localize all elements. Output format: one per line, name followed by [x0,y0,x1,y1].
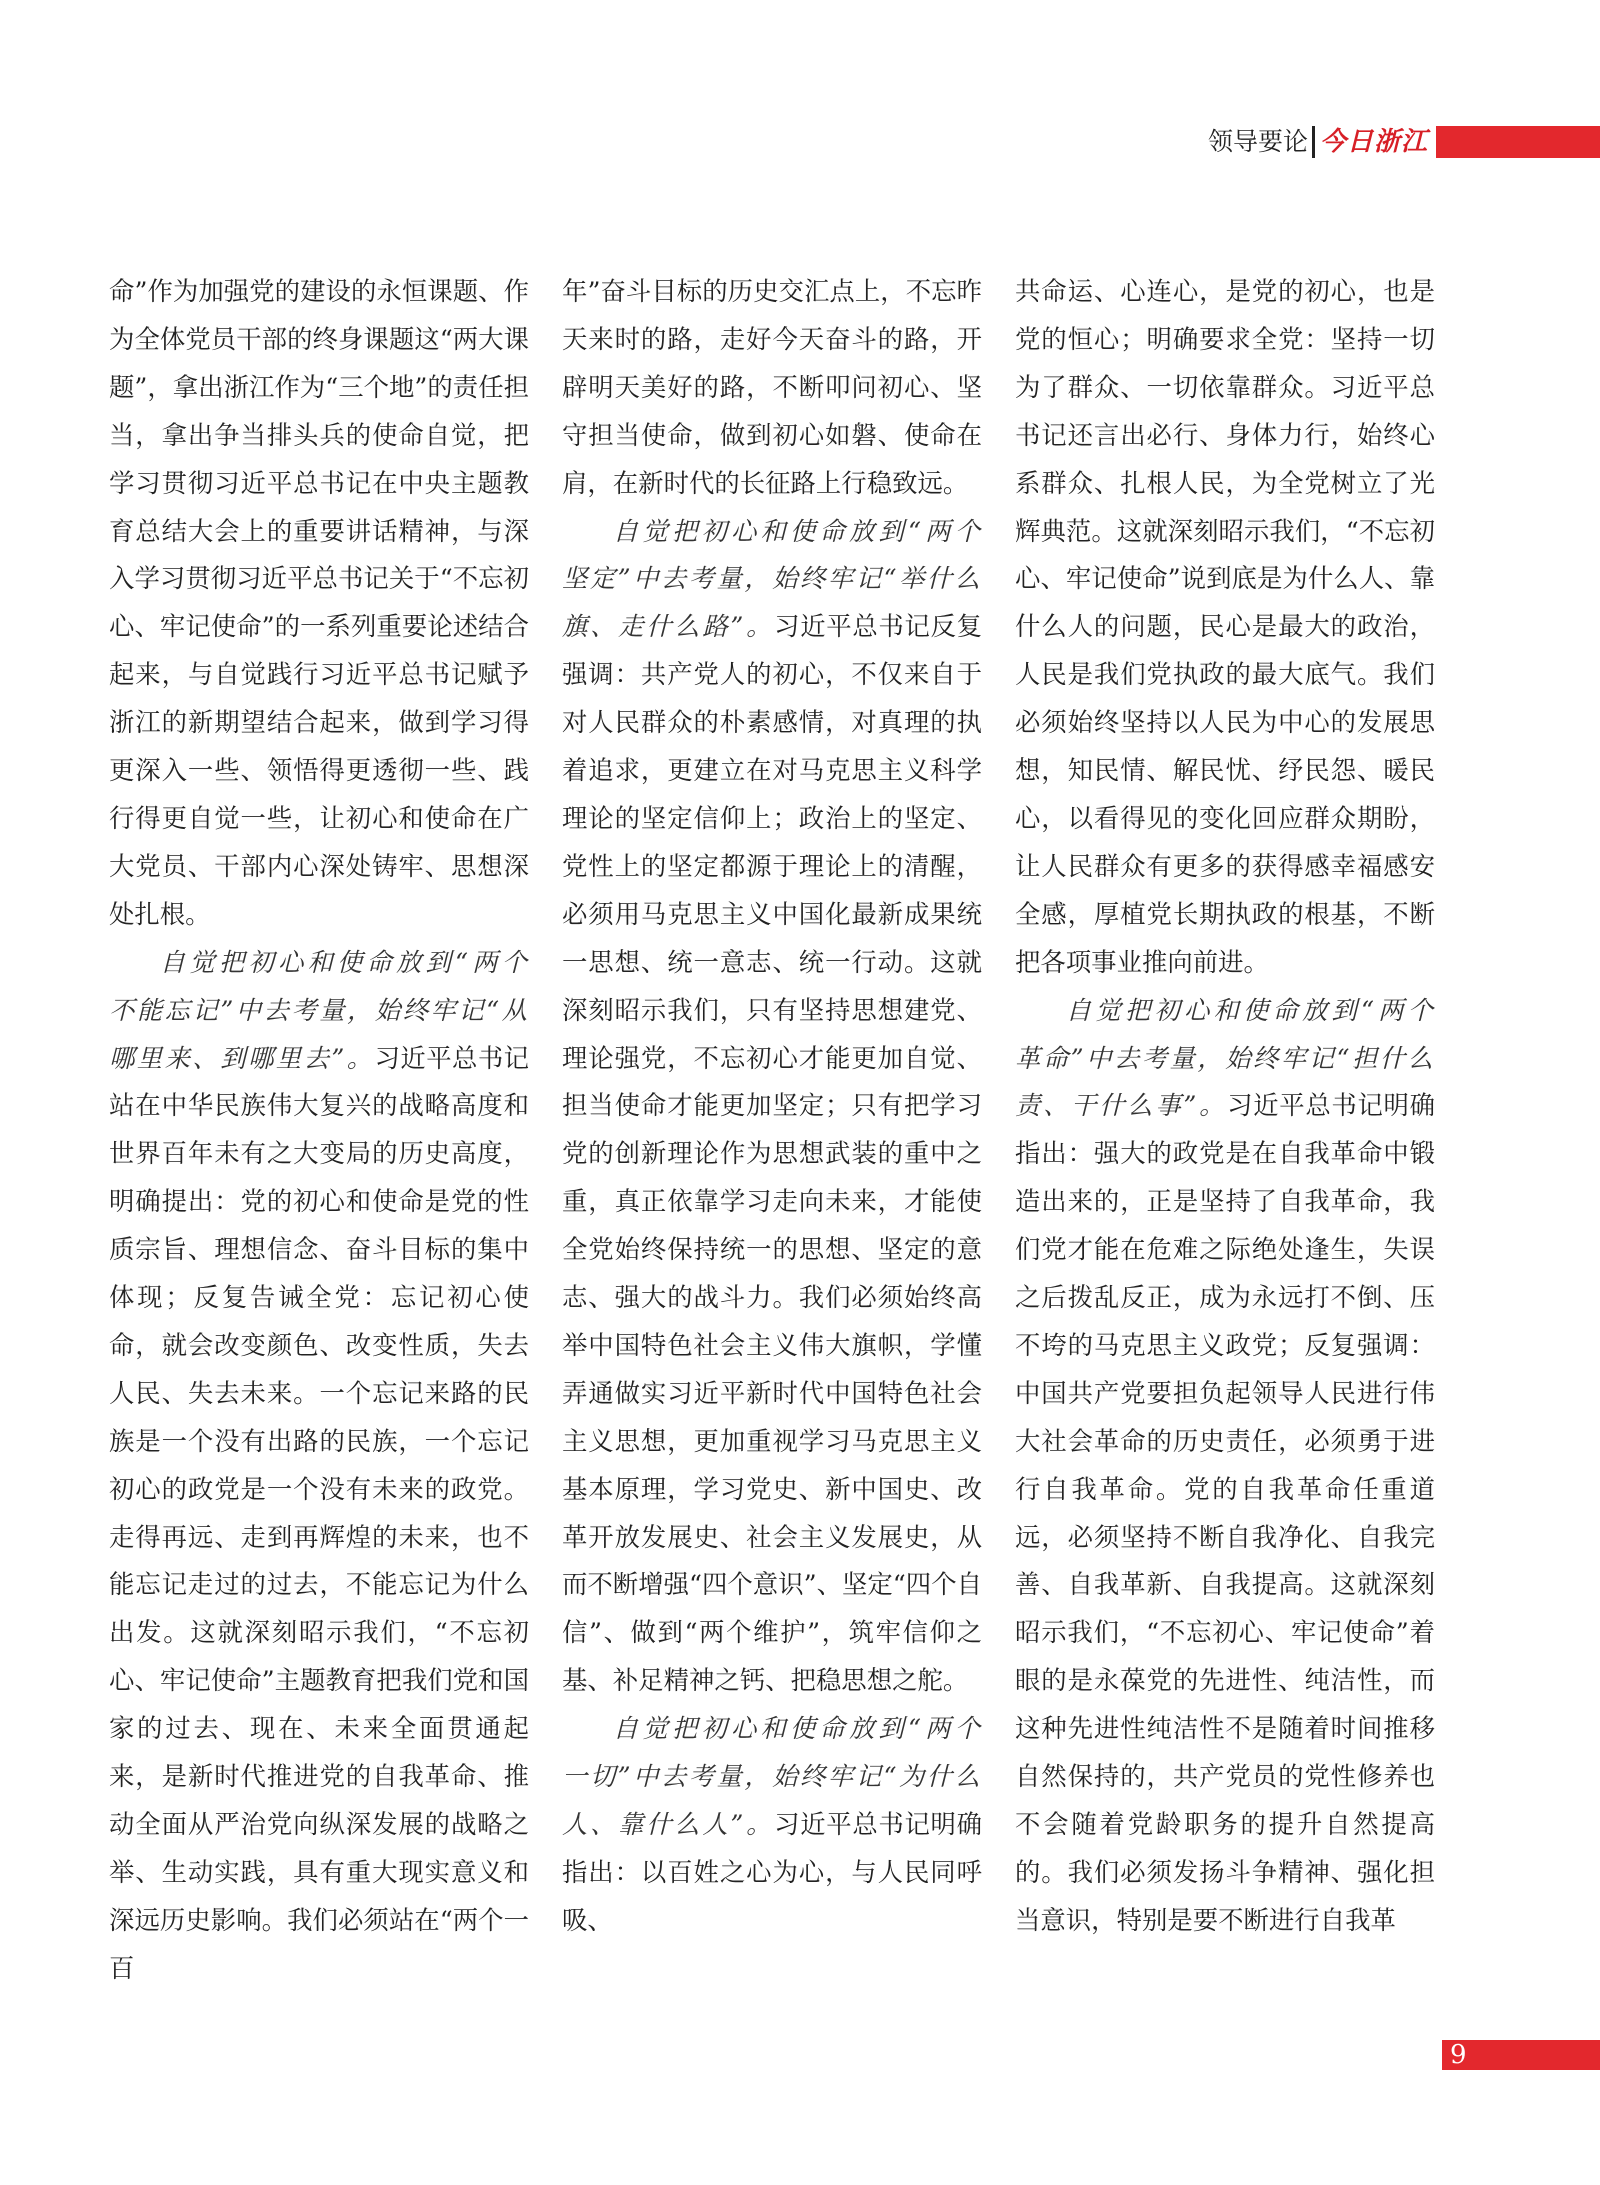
text-column-3 [1015,268,1435,1945]
header-divider [1312,126,1315,158]
paragraph-text: 共命运、心连心，是党的初心，也是党的恒心；明确要求全党：坚持一切为了群众、一切依靠群众。习近平总书记还言出必行、身体力行，始终心系群众、扎根人民，为全党树立了光辉典范。这就深刻昭示我们，“不忘初心、牢记使命”说到底是为什么人、靠什么人的问题，民心是最大的政治，人民是我们党执政的最大底气。我们必须始终坚持以人民为中心的发展思想，知民情、解民忧、纾民怨、暖民心，以看得见的变化回应群众期盼，让人民群众有更多的获得感幸福感安全感，厚植党长期执政的根基，不断把各项事业推向前进。 [1015,276,1435,977]
paragraph [109,939,529,1993]
paragraph [562,1705,982,1945]
paragraph [562,268,982,508]
magazine-logo: 今日浙江 [1320,127,1429,157]
section-label: 领导要论 [1207,127,1308,156]
paragraph-text: 习近平总书记反复强调：共产党人的初心，不仅来自于对人民群众的朴素感情，对真理的执着追求，更建立在对马克思主义科学理论的坚定信仰上；政治上的坚定、党性上的坚定都源于理论上的清醒，必须用马克思主义中国化最新成果统一思想、统一意志、统一行动。这就深刻昭示我们，只有坚持思想建党、理论强党，不忘初心才能更加自觉、担当使命才能更加坚定；只有把学习党的创新理论作为思想武装的重中之重，真正依靠学习走向未来，才能使全党始终保持统一的思想、坚定的意志、强大的战斗力。我们必须始终高举中国特色社会主义伟大旗帜，学懂弄通做实习近平新时代中国特色社会主义思想，更加重视学习马克思主义基本原理，学习党史、新中国史、改革开放发展史、社会主义发展史，从而不断增强“四个意识”、坚定“四个自信”、做到“两个维护”，筑牢信仰之基、补足精神之钙、把稳思想之舵。 [562,611,983,1696]
paragraph [562,508,982,1706]
paragraph-lead: 自觉把初心和使命放到“两个一切”中去考量，始终牢记“为什么人、靠什么人”。 [562,1713,982,1839]
paragraph-lead: 自觉把初心和使命放到“两个不能忘记”中去考量，始终牢记“从哪里来、到哪里去”。 [109,946,529,1073]
paragraph-text: 习近平总书记站在中华民族伟大复兴的战略高度和世界百年未有之大变局的历史高度，明确提出：党的初心和使命是党的性质宗旨、理想信念、奋斗目标的集中体现；反复告诫全党：忘记初心使命，就会改变颜色、改变性质，失去人民、失去未来。一个忘记来路的民族是一个没有出路的民族，一个忘记初心的政党是一个没有未来的政党。走得再远、走到再辉煌的未来，也不能忘记走过的过去，不能忘记为什么出发。这就深刻昭示我们，“不忘初心、牢记使命”主题教育把我们党和国家的过去、现在、未来全面贯通起来，是新时代推进党的自我革命、推动全面从严治党向纵深发展的战略之举、生动实践，具有重大现实意义和深远历史影响。我们必须站在“两个一百 [109,1042,530,1983]
paragraph [109,268,529,939]
page-number: 9 [1450,2040,1467,2070]
paragraph-lead: 自觉把初心和使命放到“两个革命”中去考量，始终牢记“担什么责、干什么事”。 [1015,994,1435,1121]
paragraph-lead: 自觉把初心和使命放到“两个坚定”中去考量，始终牢记“举什么旗、走什么路”。 [562,515,982,642]
text-column-2 [562,268,982,1945]
paragraph-text: 习近平总书记明确指出：以百姓之心为心，与人民同呼吸、 [562,1809,983,1935]
text-column-1 [109,268,529,1993]
page-header [0,126,1600,158]
paragraph [1015,987,1435,1945]
paragraph-text: 命”作为加强党的建设的永恒课题、作为全体党员干部的终身课题这“两大课题”，拿出浙江作为“三个地”的责任担当，拿出争当排头兵的使命自觉，把学习贯彻习近平总书记在中央主题教育总结大会上的重要讲话精神，与深入学习贯彻习近平总书记关于“不忘初心、牢记使命”的一系列重要论述结合起来，与自觉践行习近平总书记赋予浙江的新期望结合起来，做到学习得更深入一些、领悟得更透彻一些、践行得更自觉一些，让初心和使命在广大党员、干部内心深处铸牢、思想深处扎根。 [109,276,529,929]
paragraph [1015,268,1435,987]
page-number-tab [1442,2040,1600,2070]
paragraph-text: 习近平总书记明确指出：强大的政党是在自我革命中锻造出来的，正是坚持了自我革命，我们党才能在危难之际绝处逢生，失误之后拨乱反正，成为永远打不倒、压不垮的马克思主义政党；反复强调：中国共产党要担负起领导人民进行伟大社会革命的历史责任，必须勇于进行自我革命。党的自我革命任重道远，必须坚持不断自我净化、自我完善、自我革新、自我提高。这就深刻昭示我们，“不忘初心、牢记使命”着眼的是永葆党的先进性、纯洁性，而这种先进性纯洁性不是随着时间推移自然保持的，共产党员的党性修养也不会随着党龄职务的提升自然提高的。我们必须发扬斗争精神、强化担当意识，特别是要不断进行自我革 [1015,1090,1436,1935]
header-accent-bar [1436,126,1600,158]
paragraph-text: 年”奋斗目标的历史交汇点上，不忘昨天来时的路，走好今天奋斗的路，开辟明天美好的路，不断叩问初心、坚守担当使命，做到初心如磐、使命在肩，在新时代的长征路上行稳致远。 [562,276,982,498]
